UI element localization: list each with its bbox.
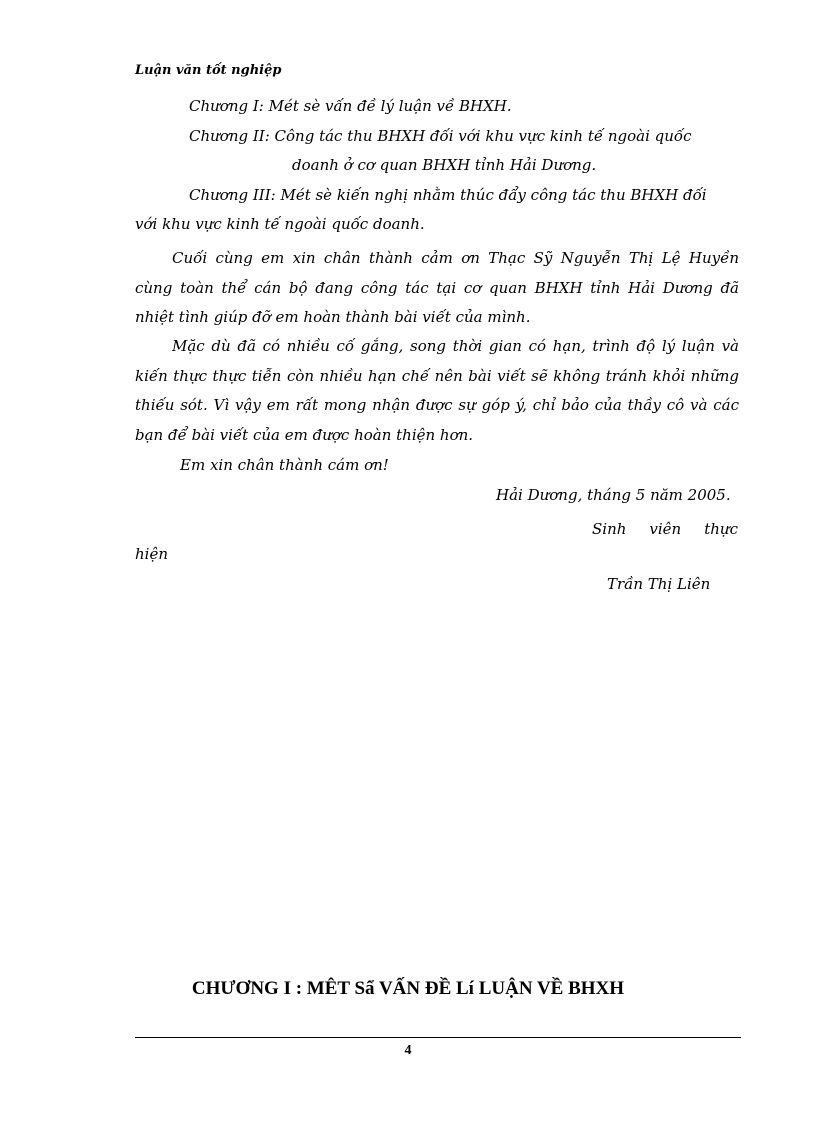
apology-line-2: kiến thực thực tiễn còn nhiều hạn chế nên bài viết sẽ không tránh khỏi những <box>135 367 739 385</box>
contents-chapter-2-cont: doanh ở cơ quan BHXH tỉnh Hải Dương. <box>292 156 597 174</box>
contents-chapter-3: Chương III: Mét sè kiến nghị nhằm thúc đẩy công tác thu BHXH đối <box>189 186 707 204</box>
page-number: 4 <box>404 1043 412 1058</box>
contents-chapter-3-cont: với khu vực kinh tế ngoài quốc doanh. <box>135 215 425 233</box>
signature-place-date: Hải Dương, tháng 5 năm 2005. <box>496 486 731 504</box>
apology-line-1: Mặc dù đã có nhiều cố gắng, song thời gian có hạn, trình độ lý luận và <box>172 337 739 355</box>
signature-role: Sinh viên thực <box>592 520 738 538</box>
thanks-line-1: Cuối cùng em xin chân thành cảm ơn Thạc Sỹ Nguyễn Thị Lệ Huyền <box>172 249 739 267</box>
running-header: Luận văn tốt nghiệp <box>135 63 282 78</box>
footer-divider <box>135 1037 741 1038</box>
chapter-heading: CHƯƠNG I : MÊT Sẩ VẤN ĐỀ Lí LUẬN VỀ BHXH <box>191 978 625 999</box>
contents-chapter-1: Chương I: Mét sè vấn đề lý luận về BHXH. <box>189 97 512 115</box>
apology-line-3: thiếu sót. Vì vậy em rất mong nhận được sự góp ý, chỉ bảo của thầy cô và các <box>135 396 739 414</box>
signature-role-cont: hiện <box>135 545 168 563</box>
contents-chapter-2: Chương II: Công tác thu BHXH đối với khu vực kinh tế ngoài quốc <box>189 127 692 145</box>
thanks-line-2: cùng toàn thể cán bộ đang công tác tại cơ quan BHXH tỉnh Hải Dương đã <box>135 279 739 297</box>
closing-thanks: Em xin chân thành cám ơn! <box>180 456 389 474</box>
apology-line-4: bạn để bài viết của em được hoàn thiện hơn. <box>135 426 474 444</box>
signature-name: Trần Thị Liên <box>607 575 711 593</box>
thanks-line-3: nhiệt tình giúp đỡ em hoàn thành bài viết của mình. <box>135 308 531 326</box>
